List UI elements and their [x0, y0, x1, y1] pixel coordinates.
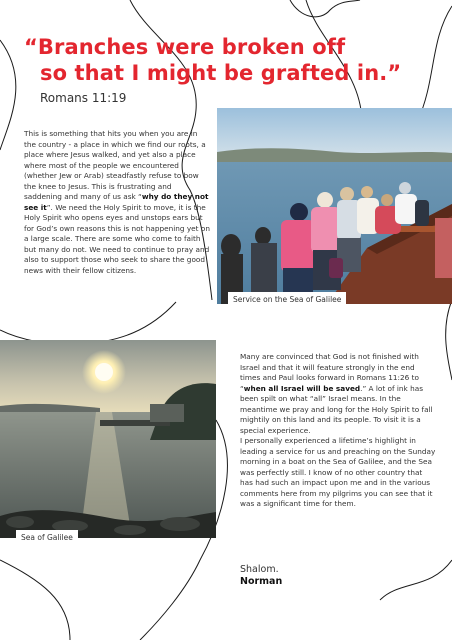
emphasis-saved: when all Israel will be saved — [243, 383, 361, 393]
pull-quote — [24, 34, 434, 86]
paragraph-israel-intro: Many are convinced that God is not finished with Israel and that it will feature strongly in the end times and Paul looks forward in Romans 11:26 to “ — [240, 352, 419, 393]
signoff-greeting: Shalom. — [240, 564, 279, 575]
paragraph-roots-rest: ”. We need the Holy Spirit to move, it is the Holy Spirit who opens eyes and unstops ears but for God’s own reasons this is not happening yet on a large scale. There are some who come to faith but many do not. We need to continue to pray and also to support those who seek to share the good news with their fellow citizens. — [24, 202, 210, 275]
signoff — [240, 564, 282, 588]
photo-sea-of-galilee — [0, 340, 216, 538]
paragraph-israel-middle: .” A lot of ink has been spilt on what “all” Israel means. In the meantime we pray and long for the Holy Spirit to fall mightily on this land and its people. To visit it is a special experience. — [240, 383, 433, 435]
boat-image — [217, 108, 452, 304]
paragraph-israel-last: I personally experienced a lifetime’s highlight in leading a service for us and preaching on the Sunday morning in a boat on the Sea of Galilee, and the Sea was perfectly still. I know of no other country that has had such an impact upon me and in the various comments here from my pilgrims you can see that it was a significant time for them. — [240, 436, 436, 508]
caption-boat: Service on the Sea of Galilee — [228, 292, 346, 307]
emphasis-why: why do they not see it — [24, 192, 209, 212]
caption-sea: Sea of Galilee — [16, 530, 78, 545]
quote-line-2: so that I might be grafted in.” — [40, 61, 402, 85]
signoff-name: Norman — [240, 576, 283, 587]
paragraph-roots-intro: This is something that hits you when you are in the country - a place in which we find our roots, a place where Jesus walked, and yet also a place where most of the people we encountered (whether Jew or Arab) steadfastly refuse to bow the knee to Jesus. This is frustrating and saddening and many of us ask “ — [24, 129, 206, 201]
paragraph-israel — [240, 352, 436, 510]
paragraph-roots — [24, 129, 210, 276]
sea-image — [0, 340, 216, 538]
quote-reference: Romans 11:19 — [40, 91, 127, 105]
photo-boat-service — [217, 108, 452, 304]
quote-line-1: “Branches were broken off — [24, 35, 346, 59]
